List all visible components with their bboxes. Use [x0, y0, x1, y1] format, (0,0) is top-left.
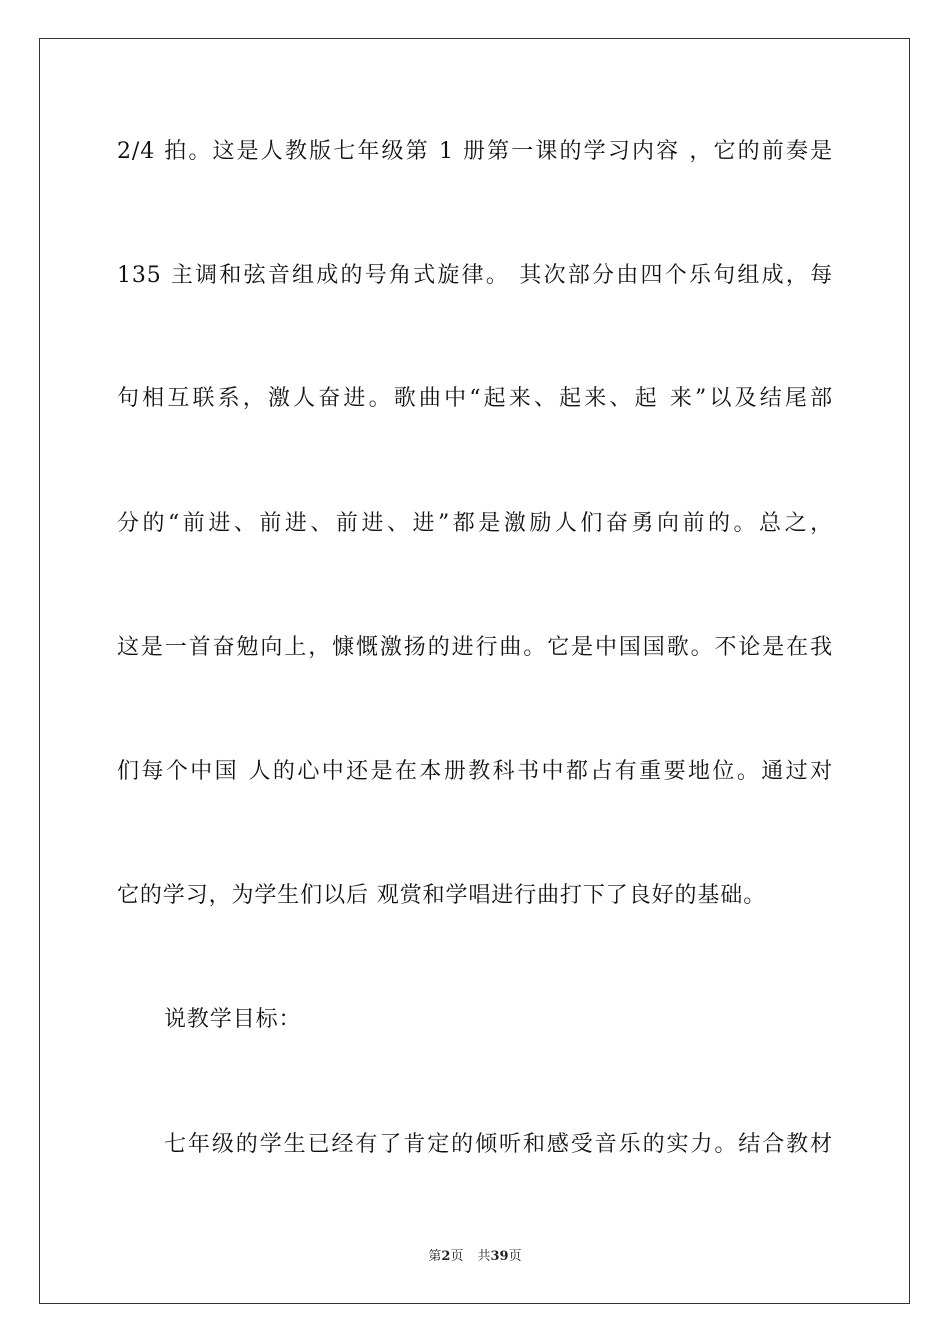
page-footer	[0, 1248, 950, 1266]
page-total: 39	[490, 1249, 509, 1264]
page-suffix: 页	[450, 1249, 464, 1264]
body-line-7: 它的学习，为学生们以后 观赏和学唱进行曲打下了良好的基础。	[117, 883, 767, 908]
page-prefix: 第	[428, 1249, 442, 1264]
body-line-3: 句相互联系，激人奋进。歌曲中“起来、起来、起 来”以及结尾部	[117, 386, 833, 411]
total-suffix: 页	[508, 1249, 522, 1264]
total-prefix: 共	[477, 1249, 491, 1264]
body-line-1: 2/4 拍。这是人教版七年级第 1 册第一课的学习内容 ，它的前奏是	[117, 139, 833, 164]
paragraph-line: 七年级的学生已经有了肯定的倾听和感受音乐的实力。结合教材	[164, 1132, 833, 1157]
body-line-6: 们每个中国 人的心中还是在本册教科书中都占有重要地位。通过对	[117, 759, 833, 784]
body-line-2: 135 主调和弦音组成的号角式旋律。 其次部分由四个乐句组成，每	[117, 263, 833, 288]
page-frame	[39, 38, 910, 1304]
body-line-4: 分的“前进、前进、前进、进”都是激励人们奋勇向前的。总之，	[117, 511, 833, 536]
body-line-5: 这是一首奋勉向上，慷慨激扬的进行曲。它是中国国歌。不论是在我	[117, 635, 833, 660]
page-current: 2	[441, 1249, 451, 1264]
section-heading: 说教学目标：	[164, 1007, 302, 1032]
